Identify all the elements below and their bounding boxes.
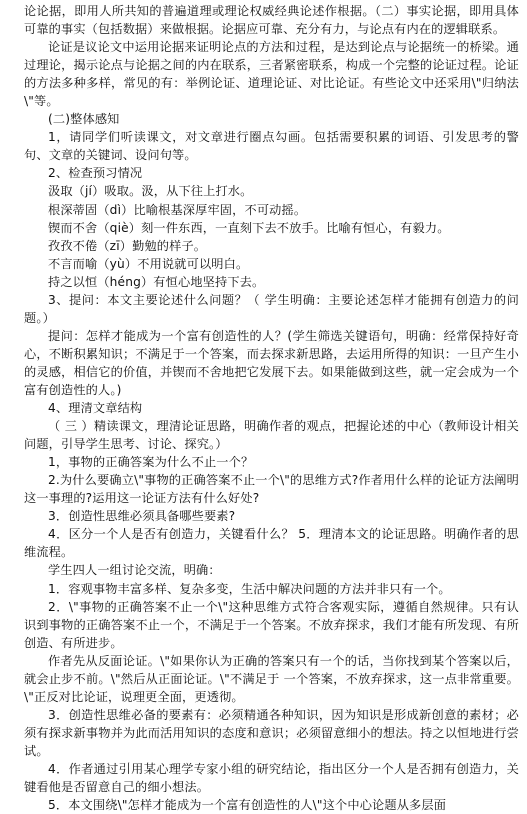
paragraph-theoretical-evidence: 论论据，即用人所共知的普遍道理或理论权威经典论述作根据。（二）事实论据，即用具体可靠的事实（包括数据）来做根据。论据应可靠、充分有力，与论点有内在的逻辑联系。: [24, 4, 519, 37]
vocab-item-jiqu: 汲取（jí）吸取。汲，从下往上打水。: [48, 184, 253, 199]
section-heading-close-reading: （ 三 ）精读课文，理清论证思路，明确作者的观点，把握论述的中心（教师设计相关问题，引导学生思考、讨论、探究。）: [24, 419, 519, 452]
paragraph-structure: 4、理清文章结构: [48, 401, 143, 416]
paragraph-question-main-topic: 3、提问：本文主要论述什么问题？（ 学生明确：主要论述怎样才能拥有创造力的问题。）: [24, 292, 519, 325]
paragraph-question-creative-person: 提问：怎样才能成为一个富有创造性的人？(学生筛选关键语句，明确：经常保持好奇心，不断积累知识；不满足于一个答案，而去探求新思路，去运用所得的知识：一旦产生小的灵感，相信它的价值，并锲而不舍地把它发展下去。如果能做到这些，就一定会成为一个富有创造性的人。): [24, 328, 519, 397]
section-heading-overall-perception: (二)整体感知: [48, 112, 120, 127]
vocab-item-zizibujuan: 孜孜不倦（zī）勤勉的样子。: [48, 238, 207, 253]
answer-item-2: 2．\"事物的正确答案不止一个\"这种思维方式符合客观实际，遵循自然规律。只有认识到事物的正确答案不止一个，不满足于一个答案。不放弃探求，我们才能有所发现、有所创造、有所进步。: [24, 599, 519, 650]
vocab-item-genshendigu: 根深蒂固（dì）比喻根基深厚牢固，不可动摇。: [48, 202, 307, 217]
answer-item-2-detail: 作者先从反面论证。\"如果你认为正确的答案只有一个的话，当你找到某个答案以后，就会止步不前。\"然后从正面论证。\"不满足于 一个答案，不放弃探求，这一点非常重要。\"正反对比论证，说理更全面，更透彻。: [24, 653, 519, 704]
vocab-item-chizhiyiheng: 持之以恒（héng）有恒心地坚持下去。: [48, 274, 265, 289]
question-item-3: 3．创造性思维必须具备哪些要素?: [48, 509, 236, 524]
paragraph-group-discussion: 学生四人一组讨论交流，明确：: [48, 563, 221, 578]
vocab-item-buyaneryu: 不言而喻（yù）不用说就可以明白。: [48, 256, 249, 271]
paragraph-listen-read: 1，请同学们听读课文，对文章进行圈点勾画。包括需要积累的词语、引发思考的警句、文章的关键词、设问句等。: [24, 130, 519, 163]
question-item-4-5: 4．区分一个人是否有创造力，关键看什么？ 5．理清本文的论证思路。明确作者的思维流程。: [24, 527, 519, 560]
answer-item-1: 1．容观事物丰富多样、复杂多变，生活中解决问题的方法并非只有一个。: [48, 581, 451, 596]
question-item-1: 1，事物的正确答案为什么不止一个？: [48, 455, 254, 470]
vocab-item-qiebushe: 锲而不舍（qiè）刻一件东西，一直刻下去不放手。比喻有恒心，有毅力。: [48, 220, 450, 235]
answer-item-5: 5．本文围绕\"怎样才能成为一个富有创造性的人\"这个中心论题从多层面: [48, 798, 447, 813]
answer-item-4: 4．作者通过引用某心理学专家小组的研究结论，指出区分一个人是否拥有创造力，关键看他是否留意自己的细小想法。: [24, 761, 519, 795]
paragraph-argumentation: 论证是议论文中运用论据来证明论点的方法和过程，是达到论点与论据统一的桥梁。通过理论，揭示论点与论据之间的内在联系，三者紧密联系，构成一个完整的论证过程。论证的方法多种多样，常见的有：举例论证、道理论证、对比论证。有些论文中还采用\"归纳法\"等。: [24, 40, 519, 109]
answer-item-3: 3．创造性思维必备的要素有：必须精通各种知识，因为知识是形成新创意的素材；必须有探求新事物并为此而活用知识的态度和意识；必须留意细小的想法。持之以恒地进行尝试。: [24, 707, 519, 758]
question-item-2: 2.为什么要确立\"事物的正确答案不止一个\"的思维方式?作者用什么样的论证方法阐明这一事理的?运用这一论证方法有什么好处?: [24, 473, 519, 506]
paragraph-preview-check: 2、检查预习情况: [48, 166, 143, 181]
